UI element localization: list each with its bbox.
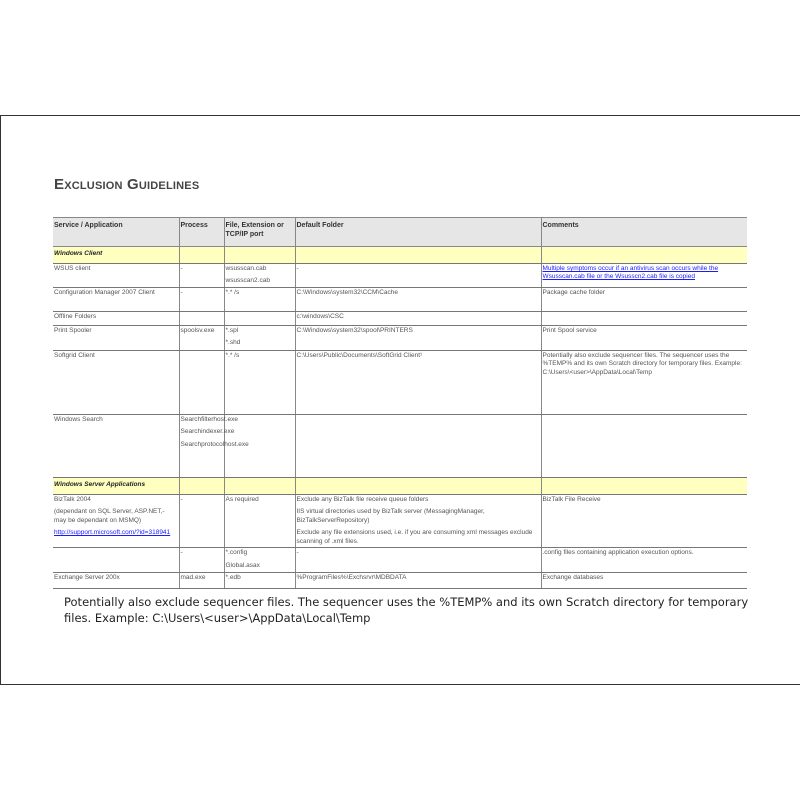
cell-service <box>53 548 179 573</box>
column-header-folder: Default Folder <box>295 218 541 247</box>
exclusion-table-container <box>53 217 747 589</box>
cell-folder <box>295 351 541 415</box>
cell-process <box>179 288 224 312</box>
cell-text: - <box>180 289 183 296</box>
cell-files <box>224 326 295 351</box>
column-header-process: Process <box>179 218 224 247</box>
table-row <box>53 415 747 478</box>
cell-files <box>224 264 295 288</box>
cell-text: IIS virtual directories used by BizTalk server (MessagingManager, BizTalkServerRepository) <box>296 508 485 524</box>
column-header-service: Service / Application <box>53 218 179 247</box>
cell-text: C:\Windows\system32\CCM\Cache <box>296 289 398 296</box>
cell-text: *.* /s <box>225 289 240 296</box>
table-row <box>53 548 747 573</box>
reference-link[interactable]: http://support.microsoft.com/?id=318941 <box>54 529 171 537</box>
cell-text: c:\windows\CSC <box>296 313 344 320</box>
cell-text: Print Spool service <box>542 327 597 334</box>
cell-process <box>179 312 224 326</box>
cell-text: *.edb <box>225 574 241 582</box>
cell-comments <box>541 548 747 573</box>
cell-comments <box>541 264 747 288</box>
cell-text: Exclude any BizTalk file receive queue folders <box>296 496 429 503</box>
column-header-comments: Comments <box>541 218 747 247</box>
cell-process <box>179 326 224 351</box>
table-row <box>53 326 747 351</box>
section-title: Windows Client <box>53 247 179 264</box>
cell-service <box>53 264 179 288</box>
cell-process <box>179 495 224 548</box>
cell-text: - <box>296 549 299 557</box>
cell-text: .config files containing application execution options. <box>542 549 694 557</box>
cell-text: Configuration Manager 2007 Client <box>54 289 155 296</box>
cell-folder <box>295 326 541 351</box>
table-row <box>53 288 747 312</box>
cell-folder <box>295 312 541 326</box>
cell-text: Searchprotocolhost.exe <box>180 440 249 448</box>
reference-link[interactable]: Multiple symptoms occur if an antivirus scan occurs while the Wsusscan.cab file or the Wsusscn2.cab file is copied <box>542 265 719 281</box>
cell-text: *.spl <box>225 327 239 334</box>
cell-comments <box>541 415 747 478</box>
table-row <box>53 573 747 589</box>
cell-process <box>179 264 224 288</box>
cell-comments <box>541 312 747 326</box>
cell-text: BizTalk 2004 <box>54 496 91 503</box>
cell-text: - <box>180 496 183 503</box>
cell-text: Exclude any file extensions used, i.e. if you are consuming xml messages exclude scanning of .xml files. <box>296 529 533 545</box>
exclusion-table <box>53 217 747 589</box>
cell-text: Global.asax <box>225 561 260 569</box>
section-row <box>53 247 747 264</box>
table-header-row <box>53 218 747 247</box>
cell-folder <box>295 548 541 573</box>
cell-folder <box>295 495 541 548</box>
cell-text: wsusscan.cab <box>225 265 267 272</box>
cell-files <box>224 495 295 548</box>
cell-service <box>53 288 179 312</box>
cell-text: C:\Users\Public\Documents\SoftGrid Client¹ <box>296 352 423 359</box>
table-row <box>53 351 747 415</box>
cell-text: *.* /s <box>225 352 240 359</box>
section-filler-cell <box>541 478 747 495</box>
cell-process <box>179 351 224 415</box>
section-filler-cell <box>224 247 295 264</box>
section-filler-cell <box>295 247 541 264</box>
cell-folder <box>295 573 541 589</box>
cell-folder <box>295 288 541 312</box>
cell-text: Print Spooler <box>54 327 92 334</box>
cell-service <box>53 573 179 589</box>
cell-text: *.config <box>225 549 248 557</box>
footnote: Potentially also exclude sequencer files. The sequencer uses the %TEMP% and its own Scratch directory for temporary files. Example: C:\Users\<user>\AppData\Local\Temp <box>64 595 749 625</box>
cell-comments <box>541 288 747 312</box>
section-filler-cell <box>295 478 541 495</box>
cell-comments <box>541 351 747 415</box>
table-row <box>53 312 747 326</box>
cell-text: Searchindexer.exe <box>180 428 235 436</box>
cell-text: As required <box>225 496 259 503</box>
cell-files <box>224 288 295 312</box>
cell-text: Potentially also exclude sequencer files. The sequencer uses the %TEMP% and its own Scratch directory for temporary files. Example: C:\Users\<user>\AppData\Local\Temp <box>542 352 742 376</box>
cell-text: Offline Folders <box>54 313 97 320</box>
column-header-files: File, Extension or TCP/IP port <box>224 218 295 247</box>
cell-folder <box>295 264 541 288</box>
cell-files <box>224 312 295 326</box>
cell-service <box>53 312 179 326</box>
cell-service <box>53 495 179 548</box>
cell-text: Searchfilterhost.exe <box>180 416 238 423</box>
section-row <box>53 478 747 495</box>
cell-text: Exchange databases <box>542 574 604 582</box>
section-filler-cell <box>224 478 295 495</box>
cell-text: wsusscan2.cab <box>225 277 270 285</box>
cell-text: *.shd <box>225 339 241 347</box>
cell-process <box>179 573 224 589</box>
cell-service <box>53 326 179 351</box>
cell-service <box>53 415 179 478</box>
cell-text: - <box>296 265 299 272</box>
section-title: Windows Server Applications <box>53 478 179 495</box>
table-row <box>53 495 747 548</box>
page-title: Exclusion Guidelines <box>54 176 200 193</box>
table-row <box>53 264 747 288</box>
cell-process <box>179 548 224 573</box>
cell-comments <box>541 495 747 548</box>
cell-text: C:\Windows\system32\spool\PRINTERS <box>296 327 413 334</box>
section-filler-cell <box>179 247 224 264</box>
cell-files <box>224 573 295 589</box>
cell-files <box>224 548 295 573</box>
cell-service <box>53 351 179 415</box>
cell-text: Softgrid Client <box>54 352 95 359</box>
cell-text: Windows Search <box>54 416 103 423</box>
section-filler-cell <box>179 478 224 495</box>
cell-text: - <box>180 265 183 272</box>
section-filler-cell <box>541 247 747 264</box>
cell-text: Package cache folder <box>542 289 606 296</box>
cell-text: mad.exe <box>180 574 206 582</box>
cell-text: BizTalk File Receive <box>542 496 601 503</box>
cell-files <box>224 351 295 415</box>
cell-text: WSUS client <box>54 265 91 272</box>
cell-text: %ProgramFiles%\Exchsrvr\MDBDATA <box>296 574 407 582</box>
cell-folder <box>295 415 541 478</box>
cell-text: Exchange Server 200x <box>54 574 120 582</box>
cell-comments <box>541 573 747 589</box>
cell-text: spoolsv.exe <box>180 327 215 334</box>
table-body <box>53 247 747 589</box>
cell-text: - <box>180 549 183 557</box>
cell-comments <box>541 326 747 351</box>
cell-process <box>179 415 249 478</box>
cell-text: (dependant on SQL Server, ASP.NET,- may be dependant on MSMQ) <box>54 508 165 524</box>
